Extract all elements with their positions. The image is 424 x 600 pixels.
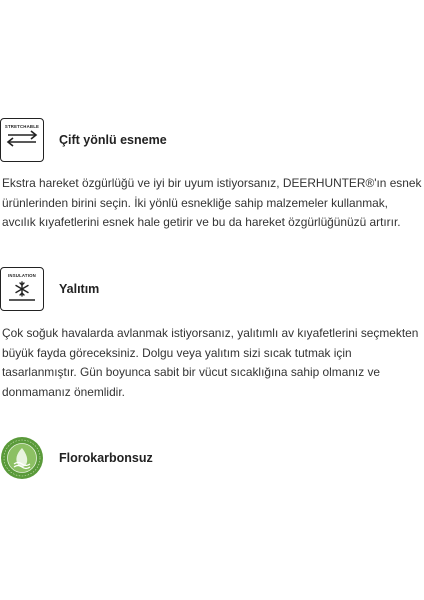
stretchable-badge bbox=[0, 118, 44, 162]
insulation-badge-label: INSULATION bbox=[8, 273, 36, 278]
feature-title-fluorocarbon-free: Florokarbonsuz bbox=[59, 451, 153, 465]
snowflake-icon bbox=[5, 278, 39, 304]
feature-title-stretchable: Çift yönlü esneme bbox=[59, 133, 167, 147]
feature-description-stretchable: Ekstra hareket özgürlüğü ve iyi bir uyum istiyorsanız, DEERHUNTER®'ın esnek ürünlerinden birini seçin. İki yönlü esnekliğe sahip malzemeler kullanmak, avcılık kıyafetlerini esnek hale getirir ve bu da hareket özgürlüğünüzü artırır. bbox=[2, 176, 422, 229]
insulation-badge bbox=[0, 267, 44, 311]
feature-title-insulation: Yalıtım bbox=[59, 282, 100, 296]
stretchable-badge-label: STRETCHABLE bbox=[4, 124, 40, 129]
fluorocarbon-free-seal bbox=[0, 436, 44, 480]
feature-stretchable bbox=[0, 118, 167, 162]
double-arrow-icon bbox=[5, 129, 39, 149]
leaf-water-seal-icon bbox=[0, 436, 44, 480]
feature-description-insulation: Çok soğuk havalarda avlanmak istiyorsanız, yalıtımlı av kıyafetlerini seçmekten büyük fayda göreceksiniz. Dolgu veya yalıtım sizi sıcak tutmak için tasarlanmıştır. Gün boyunca sabit bir vücut sıcaklığına sahip olmanız ve donmamanız önemlidir. bbox=[2, 326, 419, 399]
feature-insulation bbox=[0, 267, 99, 311]
feature-fluorocarbon-free bbox=[0, 436, 153, 480]
